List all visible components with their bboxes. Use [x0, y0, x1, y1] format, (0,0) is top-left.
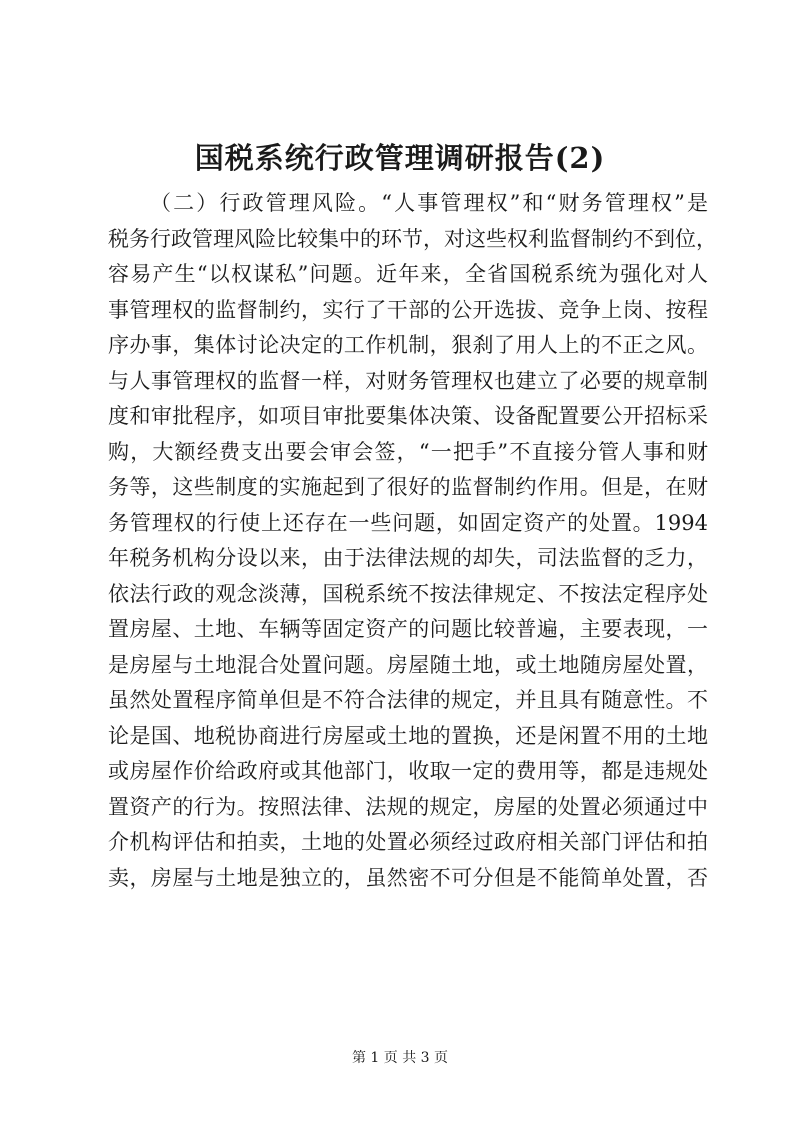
page-number-footer: 第 1 页 共 3 页	[351, 1050, 449, 1066]
paragraph-line: 事管理权的监督制约，实行了干部的公开选拔、竞争上岗、按程	[108, 297, 708, 322]
paragraph-line: 或房屋作价给政府或其他部门，收取一定的费用等，都是违规处	[108, 759, 708, 783]
paragraph-line: 务等，这些制度的实施起到了很好的监督制约作用。但是，在财	[108, 475, 708, 499]
paragraph-line: 年税务机构分设以来，由于法律法规的却失，司法监督的乏力，	[108, 546, 708, 570]
paragraph-line: 是房屋与土地混合处置问题。房屋随土地，或土地随房屋处置，	[108, 652, 708, 677]
paragraph-line: 介机构评估和拍卖，土地的处置必须经过政府相关部门评估和拍	[108, 830, 708, 854]
paragraph-line: 容易产生“以权谋私”问题。近年来，全省国税系统为强化对人	[108, 262, 708, 286]
paragraph-line: 与人事管理权的监督一样，对财务管理权也建立了必要的规章制	[108, 368, 708, 393]
paragraph-line: 序办事，集体讨论决定的工作机制，狠刹了用人上的不正之风。	[108, 333, 708, 357]
paragraph-line: 论是国、地税协商进行房屋或土地的置换，还是闲置不用的土地	[108, 723, 708, 748]
paragraph-line: 度和审批程序，如项目审批要集体决策、设备配置要公开招标采	[108, 404, 708, 428]
paragraph-line: 卖，房屋与土地是独立的，虽然密不可分但是不能简单处置，否	[108, 865, 708, 890]
paragraph-line: 购，大额经费支出要会审会签，“一把手”不直接分管人事和财	[108, 439, 708, 464]
paragraph-line: 税务行政管理风险比较集中的环节，对这些权利监督制约不到位，	[108, 226, 717, 251]
paragraph-line: 虽然处置程序简单但是不符合法律的规定，并且具有随意性。不	[108, 688, 708, 712]
document-title: 国税系统行政管理调研报告(2)	[194, 141, 606, 175]
paragraph-line: 置房屋、土地、车辆等固定资产的问题比较普遍，主要表现，一	[108, 617, 708, 641]
paragraph-line: 置资产的行为。按照法律、法规的规定，房屋的处置必须通过中	[108, 794, 708, 819]
paragraph-line: （二）行政管理风险。“人事管理权”和“财务管理权”是	[150, 191, 708, 215]
document-body	[108, 186, 717, 896]
paragraph-line: 依法行政的观念淡薄，国税系统不按法律规定、不按法定程序处	[108, 581, 708, 606]
paragraph-line: 务管理权的行使上还存在一些问题，如固定资产的处置。1994	[108, 510, 708, 535]
